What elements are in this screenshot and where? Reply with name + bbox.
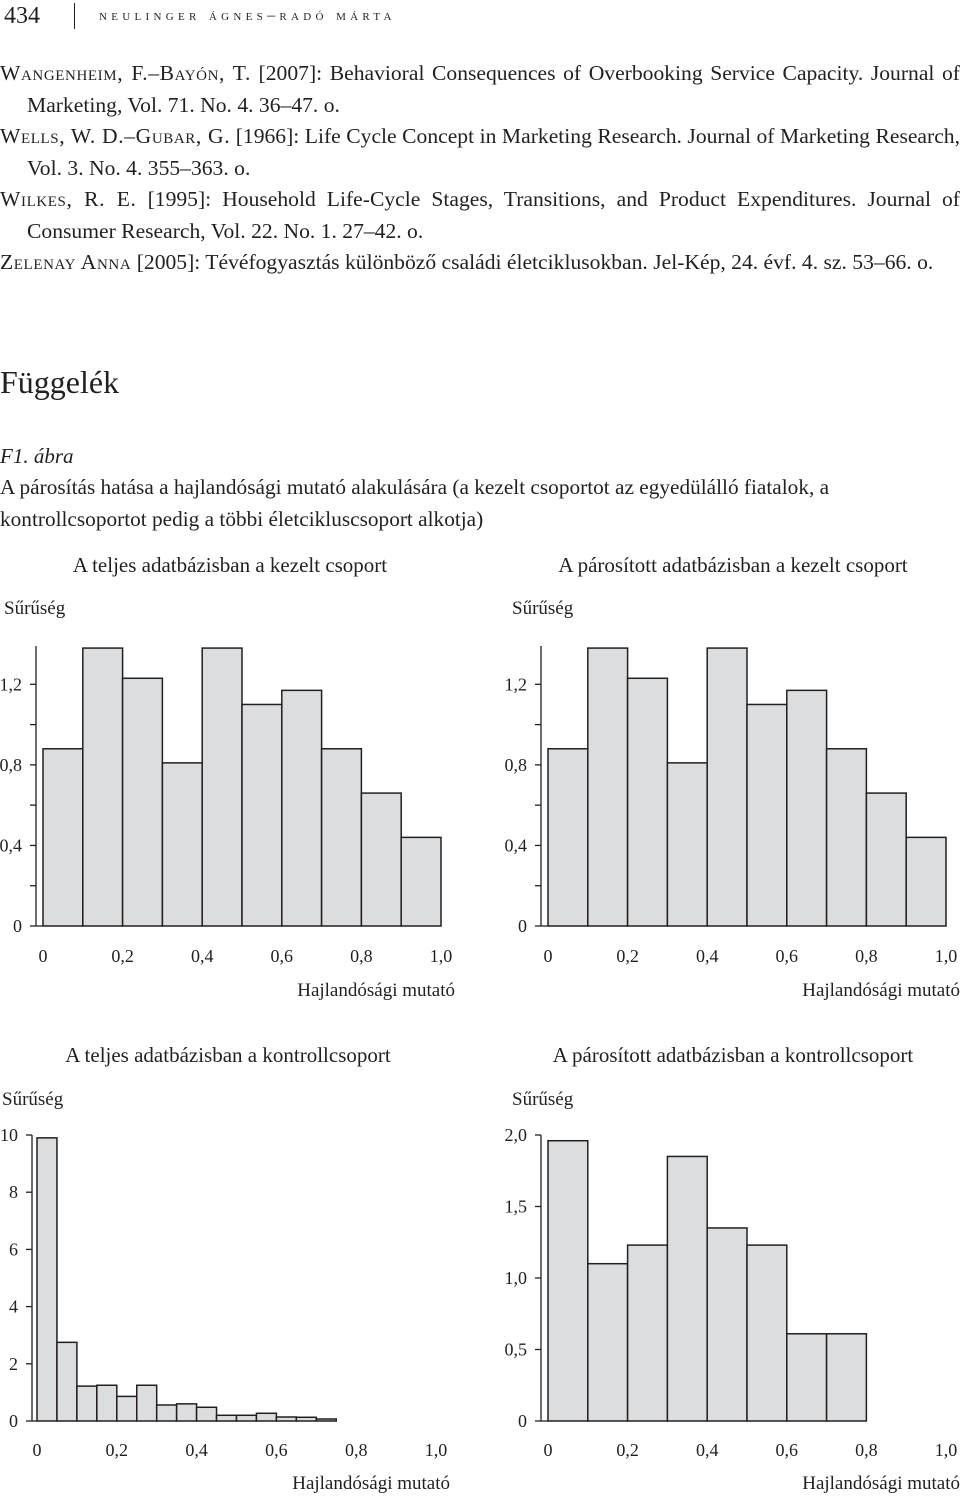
x-axis-title: Hajlandósági mutató (292, 1473, 450, 1494)
histogram-bar (276, 1417, 296, 1421)
histogram-bar (137, 1385, 157, 1421)
x-tick-label: 0,8 (344, 1440, 368, 1460)
y-tick-label: 0,8 (0, 754, 22, 775)
chart-title: A teljes adatbázisban a kontrollcsoport (65, 1043, 391, 1067)
x-tick-label: 0,4 (695, 1440, 719, 1460)
histogram-bar (43, 749, 83, 926)
y-axis-title: Sűrűség (512, 598, 574, 619)
x-tick-label: 0,8 (855, 946, 878, 966)
x-tick-label: 0,6 (775, 1440, 799, 1460)
x-tick-label: 0 (38, 946, 48, 966)
histogram-bar (747, 1245, 787, 1421)
histogram-bar (296, 1417, 316, 1421)
y-axis-title: Sűrűség (512, 1089, 574, 1110)
x-tick-label: 0,2 (111, 946, 134, 966)
y-tick-label: 8 (9, 1182, 18, 1203)
x-tick-label: 0,6 (270, 946, 294, 966)
histogram-bar (57, 1342, 77, 1421)
histogram-bar (787, 1334, 827, 1421)
x-tick-label: 0,8 (350, 946, 373, 966)
histogram-bar (361, 793, 401, 926)
histogram-bar (197, 1407, 217, 1421)
y-axis-title: Sűrűség (4, 598, 66, 619)
y-tick-label: 1,2 (0, 674, 22, 695)
y-tick-label: 1,2 (504, 674, 527, 695)
histogram-bar (83, 648, 123, 926)
y-tick-label: 0,8 (504, 754, 527, 775)
x-axis-title: Hajlandósági mutató (802, 980, 960, 1001)
histogram-bar (322, 749, 362, 926)
histogram-bar (401, 837, 441, 926)
histogram-bar (237, 1415, 257, 1421)
section-title: Függelék (0, 364, 120, 400)
x-tick-label: 0,8 (855, 1440, 878, 1460)
histogram-bar (157, 1405, 177, 1421)
y-tick-label: 0,4 (504, 835, 527, 856)
reference-author: Wells, W. D.–Gubar, G. (0, 124, 231, 148)
figure-label: F1. ábra (0, 444, 74, 468)
reference-text: [1995]: Household Life-Cycle Stages, Transitions, and Product Expenditures. Journal of Consumer Research, Vol. 22. No. 1. 27–42. o. (27, 187, 960, 243)
histogram-bar (707, 648, 747, 926)
histogram-bar (747, 704, 787, 926)
x-axis-title: Hajlandósági mutató (297, 980, 455, 1001)
x-tick-label: 0,2 (616, 946, 639, 966)
histogram-bar (667, 763, 707, 926)
x-tick-label: 0,2 (105, 1440, 129, 1460)
reference-author: Wangenheim, F.–Bayón, T. (0, 61, 251, 85)
histogram-bar (37, 1138, 57, 1421)
y-tick-label: 6 (9, 1239, 18, 1260)
histogram-bar (123, 678, 163, 926)
histogram-bar (667, 1156, 707, 1421)
y-tick-label: 1,5 (504, 1196, 527, 1217)
y-tick-label: 4 (9, 1296, 18, 1317)
chart-title: A párosított adatbázisban a kontrollcsoport (552, 1043, 914, 1067)
histogram-bar (177, 1404, 197, 1421)
y-tick-label: 0 (518, 916, 527, 936)
y-tick-label: 2,0 (504, 1125, 527, 1145)
x-tick-label: 0 (32, 1440, 42, 1460)
histogram-bar (866, 793, 906, 926)
reference-author: Wilkes, R. E. (0, 187, 137, 211)
y-tick-label: 0,4 (0, 835, 22, 856)
running-head-authors: neulinger ágnes–radó márta (99, 7, 396, 24)
x-tick-label: 0 (543, 946, 553, 966)
x-tick-label: 0,4 (190, 946, 214, 966)
histogram-bar (162, 763, 202, 926)
y-tick-label: 0 (518, 1411, 527, 1431)
figure-caption: A párosítás hatása a hajlandósági mutató alakulására (a kezelt csoportot az egyedülálló fiatalok, a kontrollcsoportot pedig a többi életcikluscsoport alkotja) (0, 475, 830, 531)
histogram-bar (588, 1264, 628, 1421)
histogram-bar (282, 690, 322, 926)
chart-title: A teljes adatbázisban a kezelt csoport (72, 553, 388, 577)
histogram-bar (588, 648, 628, 926)
x-tick-label: 0,6 (775, 946, 799, 966)
y-tick-label: 0 (13, 916, 22, 936)
reference-author: Zelenay Anna (0, 250, 132, 274)
histogram-bar (787, 690, 827, 926)
chart-title: A párosított adatbázisban a kezelt csoport (558, 553, 908, 577)
histogram-bar (316, 1419, 336, 1421)
y-tick-label: 10 (0, 1125, 18, 1145)
histogram-bar (256, 1413, 276, 1421)
x-tick-label: 0,4 (695, 946, 719, 966)
y-tick-label: 1,0 (504, 1268, 527, 1288)
histogram-bar (548, 749, 588, 926)
histogram-bar (827, 1334, 867, 1421)
x-tick-label: 1,0 (934, 1440, 958, 1460)
x-tick-label: 1,0 (934, 946, 958, 966)
histogram-bar (628, 1245, 668, 1421)
histogram-bar (217, 1415, 237, 1421)
histogram-bar (117, 1396, 137, 1421)
reference-text: [2005]: Tévéfogyasztás különböző családi életciklusokban. Jel-Kép, 24. évf. 4. sz. 53–66. o. (131, 250, 934, 274)
reference-text: [1966]: Life Cycle Concept in Marketing Research. Journal of Marketing Research, Vol. 3. No. 4. 355–363. o. (27, 124, 960, 180)
x-axis-title: Hajlandósági mutató (802, 1473, 960, 1494)
histogram-bar (77, 1386, 97, 1421)
x-tick-label: 0,6 (265, 1440, 288, 1460)
histogram-bar (827, 749, 867, 926)
x-tick-label: 0,4 (185, 1440, 208, 1460)
histogram-bar (202, 648, 242, 926)
x-tick-label: 0 (543, 1440, 553, 1460)
y-tick-label: 2 (9, 1353, 18, 1374)
x-tick-label: 1,0 (429, 946, 453, 966)
y-axis-title: Sűrűség (2, 1089, 64, 1110)
y-tick-label: 0,5 (504, 1339, 527, 1360)
page-number: 434 (4, 2, 40, 29)
x-tick-label: 0,2 (616, 1440, 639, 1460)
histogram-bar (906, 837, 946, 926)
histogram-bar (97, 1385, 117, 1421)
histogram-bar (242, 704, 282, 926)
histogram-bar (548, 1141, 588, 1421)
reference-text: [2007]: Behavioral Consequences of Overbooking Service Capacity. Journal of Marketing, Vol. 71. No. 4. 36–47. o. (27, 61, 960, 117)
y-tick-label: 0 (9, 1411, 18, 1431)
histogram-bar (707, 1228, 747, 1421)
histogram-bar (628, 678, 668, 926)
x-tick-label: 1,0 (424, 1440, 448, 1460)
